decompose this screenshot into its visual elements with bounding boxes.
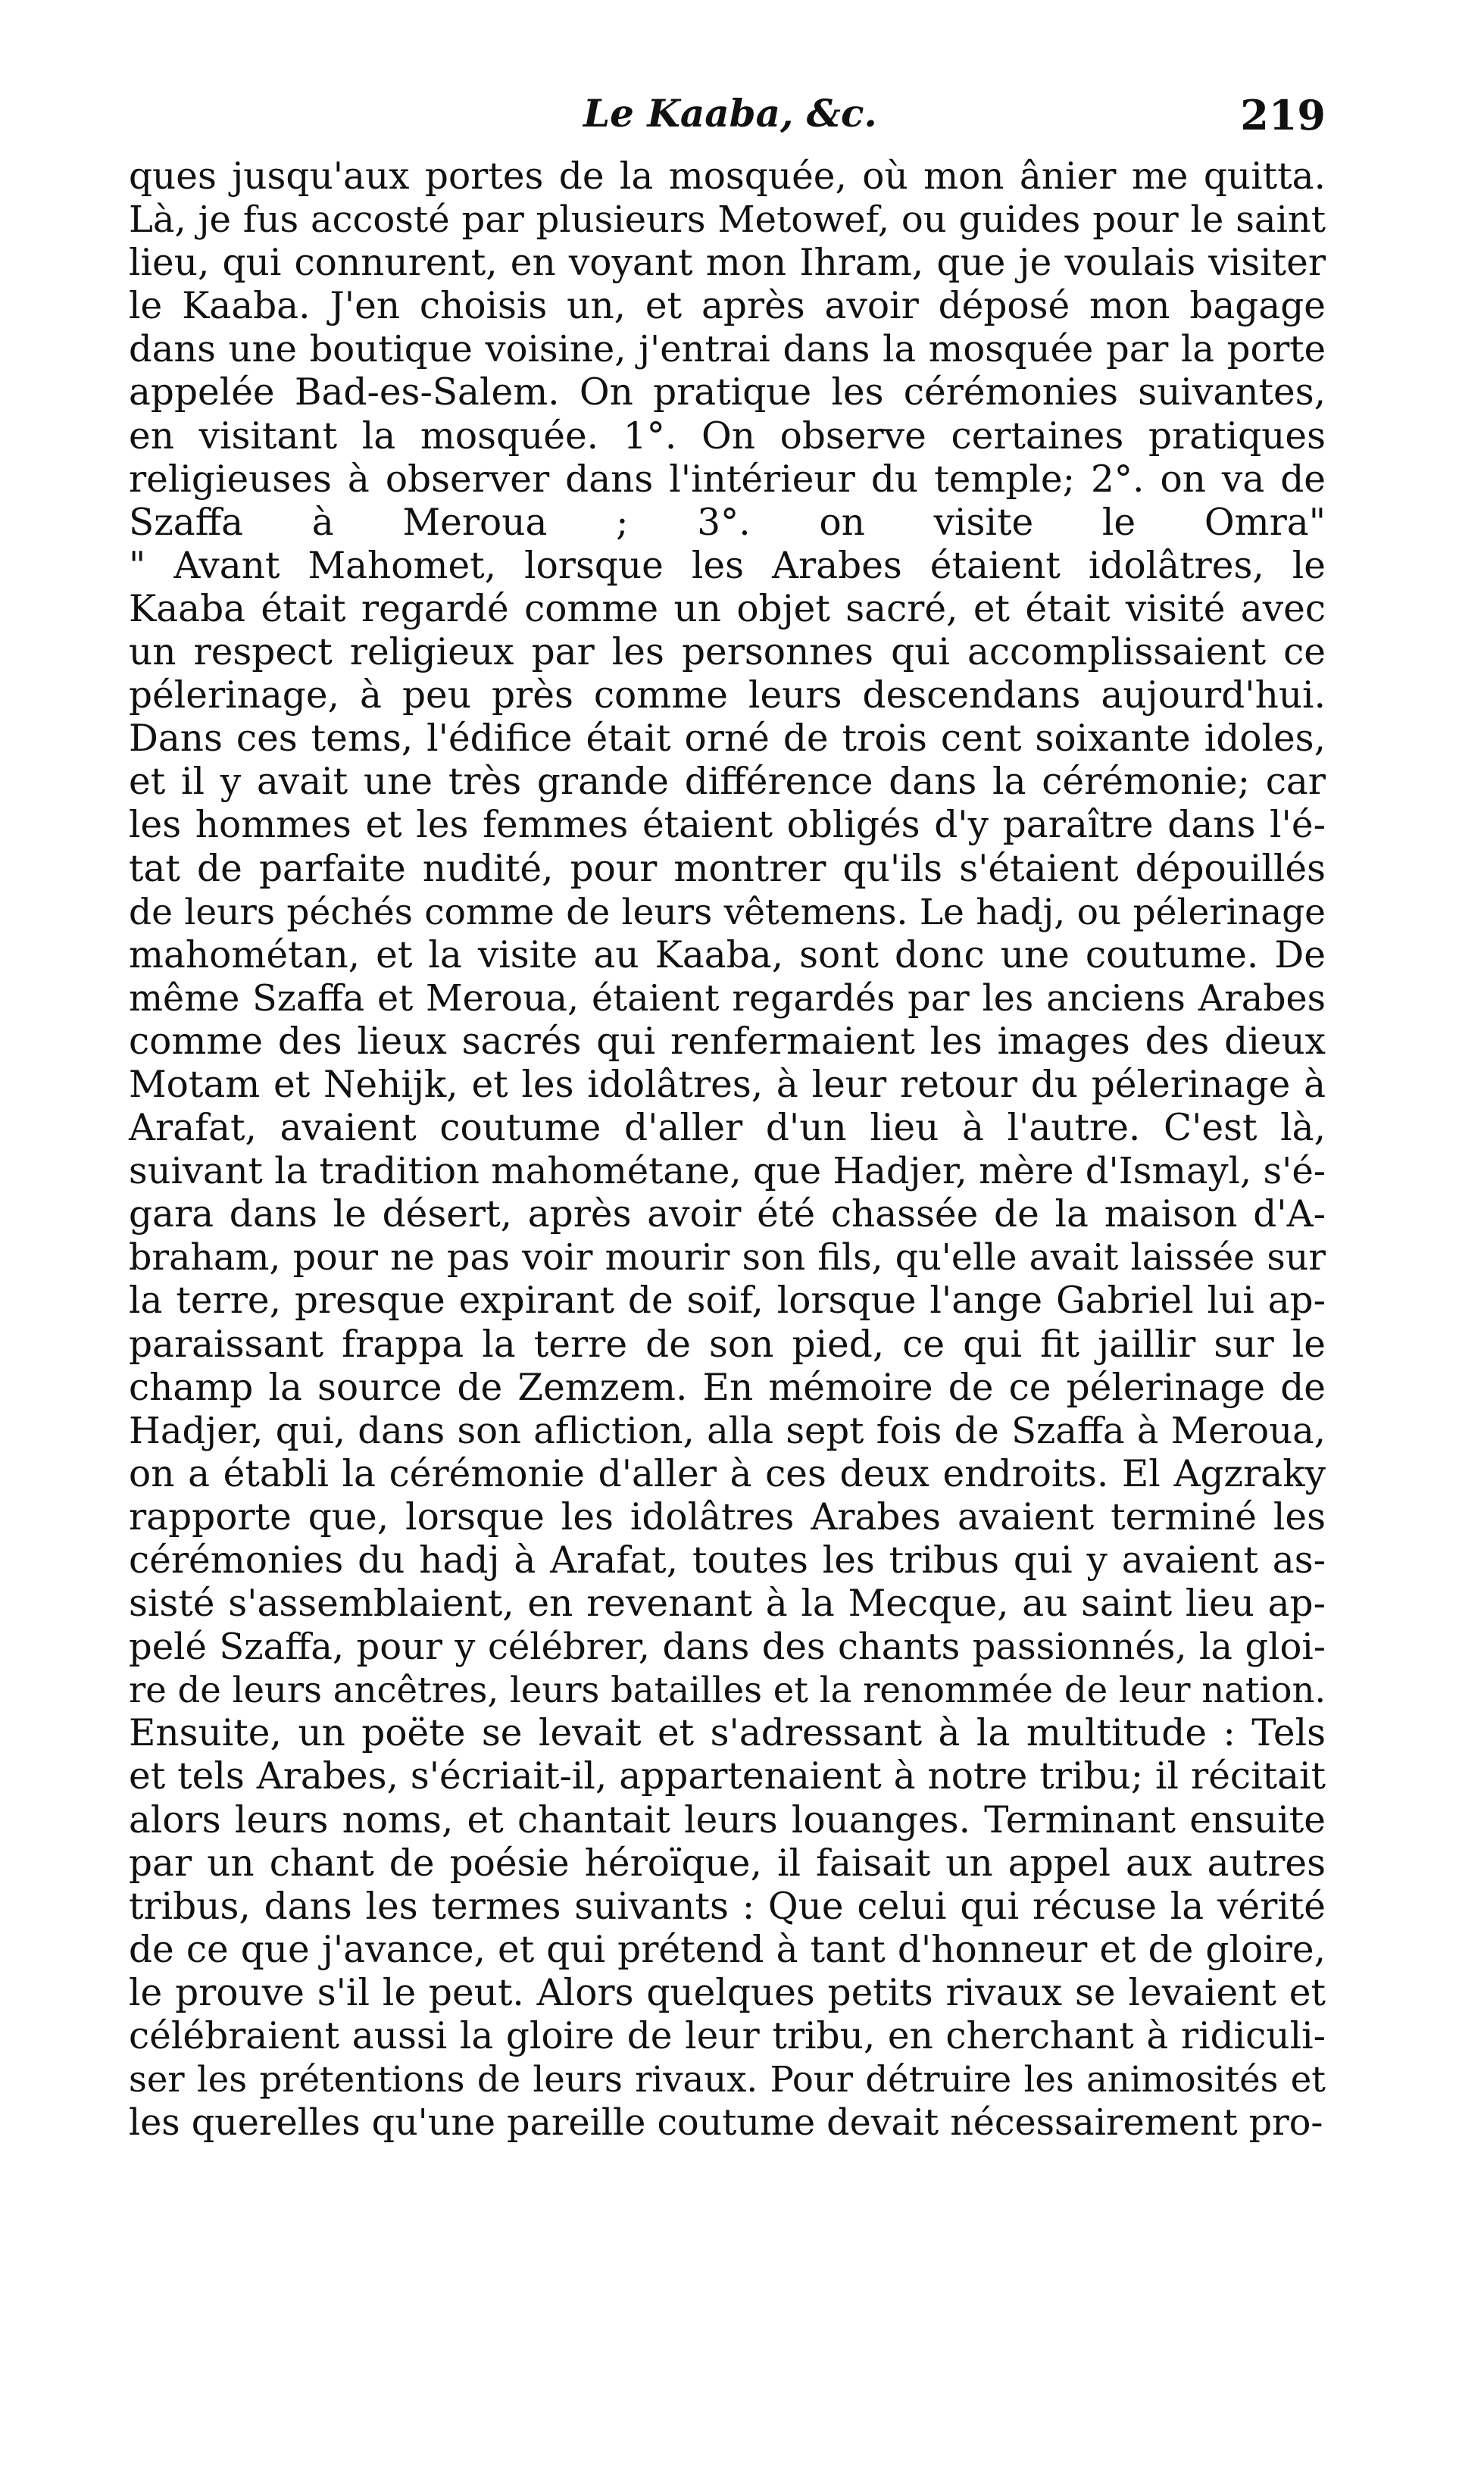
text-line: tribus, dans les termes suivants : Que celui qui récuse la vérité — [129, 1885, 1326, 1928]
text-line: de leurs péchés comme de leurs vêtemens. Le hadj, ou pélerinage — [129, 891, 1326, 933]
text-line: Dans ces tems, l'édifice était orné de trois cent soixante idoles, — [129, 717, 1326, 761]
text-line: champ la source de Zemzem. En mémoire de ce pélerinage de — [129, 1366, 1326, 1409]
text-line: ser les prétentions de leurs rivaux. Pour détruire les animosités et — [129, 2059, 1326, 2101]
text-line: cérémonies du hadj à Arafat, toutes les tribus qui y avaient as- — [129, 1539, 1326, 1582]
text-line: religieuses à observer dans l'intérieur du temple; 2°. on va de — [129, 458, 1326, 501]
text-line: re de leurs ancêtres, leurs batailles et la renommée de leur nation. — [129, 1670, 1326, 1711]
text-line: même Szaffa et Meroua, étaient regardés par les anciens Arabes — [129, 977, 1326, 1020]
text-line: la terre, presque expirant de soif, lorsque l'ange Gabriel lui ap- — [129, 1279, 1326, 1323]
text-line: braham, pour ne pas voir mourir son fils, qu'elle avait laissée sur — [129, 1237, 1326, 1279]
text-line: gara dans le désert, après avoir été chassée de la maison d'A- — [129, 1193, 1326, 1236]
text-line: le Kaaba. J'en choisis un, et après avoir déposé mon bagage — [129, 285, 1326, 328]
text-line: les querelles qu'une pareille coutume devait nécessairement pro- — [129, 2102, 1323, 2145]
text-line: comme des lieux sacrés qui renfermaient les images des dieux — [129, 1020, 1326, 1063]
text-line: Szaffa à Meroua ; 3°. on visite le Omra" — [129, 501, 1326, 544]
text-line: Arafat, avaient coutume d'aller d'un lieu à l'autre. C'est là, — [129, 1107, 1326, 1150]
text-line: le prouve s'il le peut. Alors quelques petits rivaux se levaient et — [129, 1971, 1326, 2014]
text-line: on a établi la cérémonie d'aller à ces deux endroits. El Agzraky — [129, 1452, 1326, 1495]
text-line: suivant la tradition mahométane, que Hadjer, mère d'Ismayl, s'é- — [129, 1150, 1326, 1193]
running-title: Le Kaaba, &c. — [583, 91, 877, 136]
text-line: pélerinage, à peu près comme leurs descendans aujourd'hui. — [129, 674, 1326, 717]
text-line: alors leurs noms, et chantait leurs louanges. Terminant ensuite — [129, 1798, 1326, 1842]
text-line: et il y avait une très grande différence dans la cérémonie; car — [129, 761, 1326, 804]
text-line: de ce que j'avance, et qui prétend à tant d'honneur et de gloire, — [129, 1928, 1326, 1971]
text-line: en visitant la mosquée. 1°. On observe certaines pratiques — [129, 414, 1326, 458]
text-line: paraissant frappa la terre de son pied, ce qui fit jaillir sur le — [129, 1323, 1326, 1366]
text-line: " Avant Mahomet, lorsque les Arabes étaient idolâtres, le — [129, 544, 1326, 587]
text-line: Kaaba était regardé comme un objet sacré, et était visité avec — [129, 587, 1326, 630]
text-line: Hadjer, qui, dans son afliction, alla sept fois de Szaffa à Meroua, — [129, 1409, 1326, 1452]
text-line: lieu, qui connurent, en voyant mon Ihram, que je voulais visiter — [129, 242, 1326, 285]
text-line: tat de parfaite nudité, pour montrer qu'ils s'étaient dépouillés — [129, 847, 1326, 890]
text-line: appelée Bad-es-Salem. On pratique les cérémonies suivantes, — [129, 371, 1326, 414]
text-line: Ensuite, un poëte se levait et s'adressant à la multitude : Tels — [129, 1712, 1326, 1755]
text-line: pelé Szaffa, pour y célébrer, dans des chants passionnés, la gloi- — [129, 1626, 1326, 1669]
text-line: un respect religieux par les personnes qui accomplissaient ce — [129, 631, 1326, 674]
text-line: sisté s'assemblaient, en revenant à la Mecque, au saint lieu ap- — [129, 1582, 1326, 1626]
text-line: ques jusqu'aux portes de la mosquée, où mon ânier me quitta. — [129, 155, 1326, 198]
text-line: célébraient aussi la gloire de leur tribu, en cherchant à ridiculi- — [129, 2015, 1326, 2058]
text-line: rapporte que, lorsque les idolâtres Arabes avaient terminé les — [129, 1495, 1326, 1539]
text-line: mahométan, et la visite au Kaaba, sont donc une coutume. De — [129, 933, 1326, 976]
page-header — [129, 91, 1326, 159]
text-line: Là, je fus accosté par plusieurs Metowef, ou guides pour le saint — [129, 198, 1326, 242]
text-line: par un chant de poésie héroïque, il faisait un appel aux autres — [129, 1842, 1326, 1885]
text-line: Motam et Nehijk, et les idolâtres, à leur retour du pélerinage à — [129, 1063, 1326, 1106]
page-number: 219 — [1240, 91, 1326, 139]
text-line: et tels Arabes, s'écriait-il, appartenaient à notre tribu; il récitait — [129, 1755, 1326, 1798]
text-line: dans une boutique voisine, j'entrai dans la mosquée par la porte — [129, 328, 1326, 371]
text-line: les hommes et les femmes étaient obligés d'y paraître dans l'é- — [129, 804, 1326, 847]
body-text — [129, 155, 1326, 2145]
